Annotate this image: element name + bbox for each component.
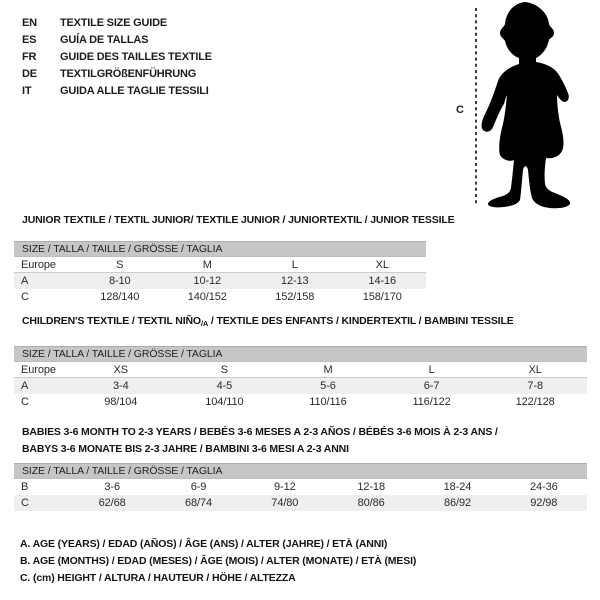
table-cell: 7-8 [527,380,543,392]
table-cell: 4-5 [216,380,233,392]
table-cell: M [323,363,333,376]
table-cell: 6-7 [423,380,440,392]
row-label: C [21,291,29,303]
toddler-silhouette-image [450,0,600,214]
table-row [14,495,587,511]
babies-title-line2: BABYS 3-6 MONATE BIS 2-3 JAHRE / BAMBINI 3-6 MESI A 2-3 ANNI [22,443,349,455]
row-label: C [21,396,29,408]
legend-line: B. AGE (MONTHS) / EDAD (MESES) / ÂGE (MOIS) / ALTER (MONATE) / ETÀ (MESI) [20,555,417,567]
table-cell: 5-6 [320,380,336,392]
table-cell: 86/92 [443,497,471,509]
table-cell: 74/80 [271,497,299,509]
toddler-silhouette-path [482,2,570,208]
language-code: DE [22,67,37,80]
language-code: EN [22,16,37,29]
table-cell: 110/116 [309,396,347,408]
table-cell: 92/98 [530,497,558,509]
language-row [22,82,212,99]
childrens-table-title [22,313,514,332]
junior-table-title: JUNIOR TEXTILE / TEXTIL JUNIOR/ TEXTILE JUNIOR / JUNIORTEXTIL / JUNIOR TESSILE [22,214,455,226]
table-cell: 158/170 [362,291,402,303]
language-code: FR [22,50,37,63]
junior-size-table [14,241,426,305]
language-list [22,14,212,99]
table-row [14,394,587,410]
language-row [22,65,212,82]
table-row [14,479,587,495]
row-label: A [21,380,29,392]
table-cell: XL [528,363,542,376]
table-row [14,257,426,273]
table-cell: XL [375,258,389,271]
table-cell: 80/86 [357,497,385,509]
legend-line: A. AGE (YEARS) / EDAD (AÑOS) / ÂGE (ANS) / ALTER (JAHRE) / ETÀ (ANNI) [20,538,388,550]
table-cell: 10-12 [193,275,222,287]
babies-table-title [22,424,498,458]
row-label: Europe [21,258,56,271]
babies-title-line1: BABIES 3-6 MONTH TO 2-3 YEARS / BEBÉS 3-6 MESES A 2-3 AÑOS / BÉBÉS 3-6 MOIS À 2-3 ANS / [22,426,498,438]
row-label: A [21,275,29,287]
childrens-size-table [14,346,587,410]
childrens-title-subscript: /A [200,319,209,328]
childrens-title-text: CHILDREN'S TEXTILE / TEXTIL NIÑO [22,315,201,327]
table-cell: 152/158 [275,291,315,303]
table-cell: 9-12 [274,481,296,493]
table-cell: 3-4 [112,380,129,392]
table-row [14,289,426,305]
row-label: Europe [21,363,56,376]
language-title: TEXTILGRÖßENFÜHRUNG [60,67,197,80]
table-cell: 24-36 [529,481,558,493]
table-row [14,378,587,394]
size-header-band: SIZE / TALLA / TAILLE / GRÖSSE / TAGLIA [14,463,587,479]
babies-size-table [14,463,587,511]
language-code: ES [22,33,37,46]
language-title: GUIDA ALLE TAGLIE TESSILI [60,84,209,97]
table-cell: S [116,258,124,271]
size-header-band: SIZE / TALLA / TAILLE / GRÖSSE / TAGLIA [14,346,587,362]
table-cell: 12-18 [357,481,385,493]
language-row [22,14,212,31]
table-cell: 8-10 [108,275,131,287]
language-title: TEXTILE SIZE GUIDE [60,16,168,29]
table-row [14,362,587,378]
language-title: GUÍA DE TALLAS [60,33,149,46]
row-label: B [21,481,29,493]
language-title: GUIDE DES TAILLES TEXTILE [60,50,212,63]
table-cell: 140/152 [187,291,227,303]
legend [20,536,416,587]
language-row [22,48,212,65]
table-cell: M [202,258,212,271]
table-cell: 104/110 [205,396,244,408]
legend-line: C. (cm) HEIGHT / ALTURA / HAUTEUR / HÖHE / ALTEZZA [20,572,296,584]
table-cell: 12-13 [280,275,309,287]
size-header-band: SIZE / TALLA / TAILLE / GRÖSSE / TAGLIA [14,241,426,257]
table-cell: 68/74 [184,497,212,509]
table-cell: 98/104 [104,396,138,408]
table-cell: S [220,363,229,376]
table-cell: 62/68 [98,497,126,509]
figure-area [450,0,600,214]
language-row [22,31,212,48]
height-measure-label: C [456,104,464,116]
table-cell: XS [113,363,129,376]
table-cell: 18-24 [443,481,472,493]
childrens-title-text-suffix: / TEXTILE DES ENFANTS / KINDERTEXTIL / BAMBINI TESSILE [208,315,514,327]
table-cell: 116/122 [412,396,451,408]
language-code: IT [22,84,32,97]
table-cell: 6-9 [190,481,207,493]
row-label: C [21,497,29,509]
table-cell: L [428,363,435,376]
table-cell: L [291,258,298,271]
table-cell: 128/140 [100,291,140,303]
table-cell: 14-16 [368,275,397,287]
table-row [14,273,426,289]
table-cell: 122/128 [515,396,555,408]
table-cell: 3-6 [104,481,120,493]
